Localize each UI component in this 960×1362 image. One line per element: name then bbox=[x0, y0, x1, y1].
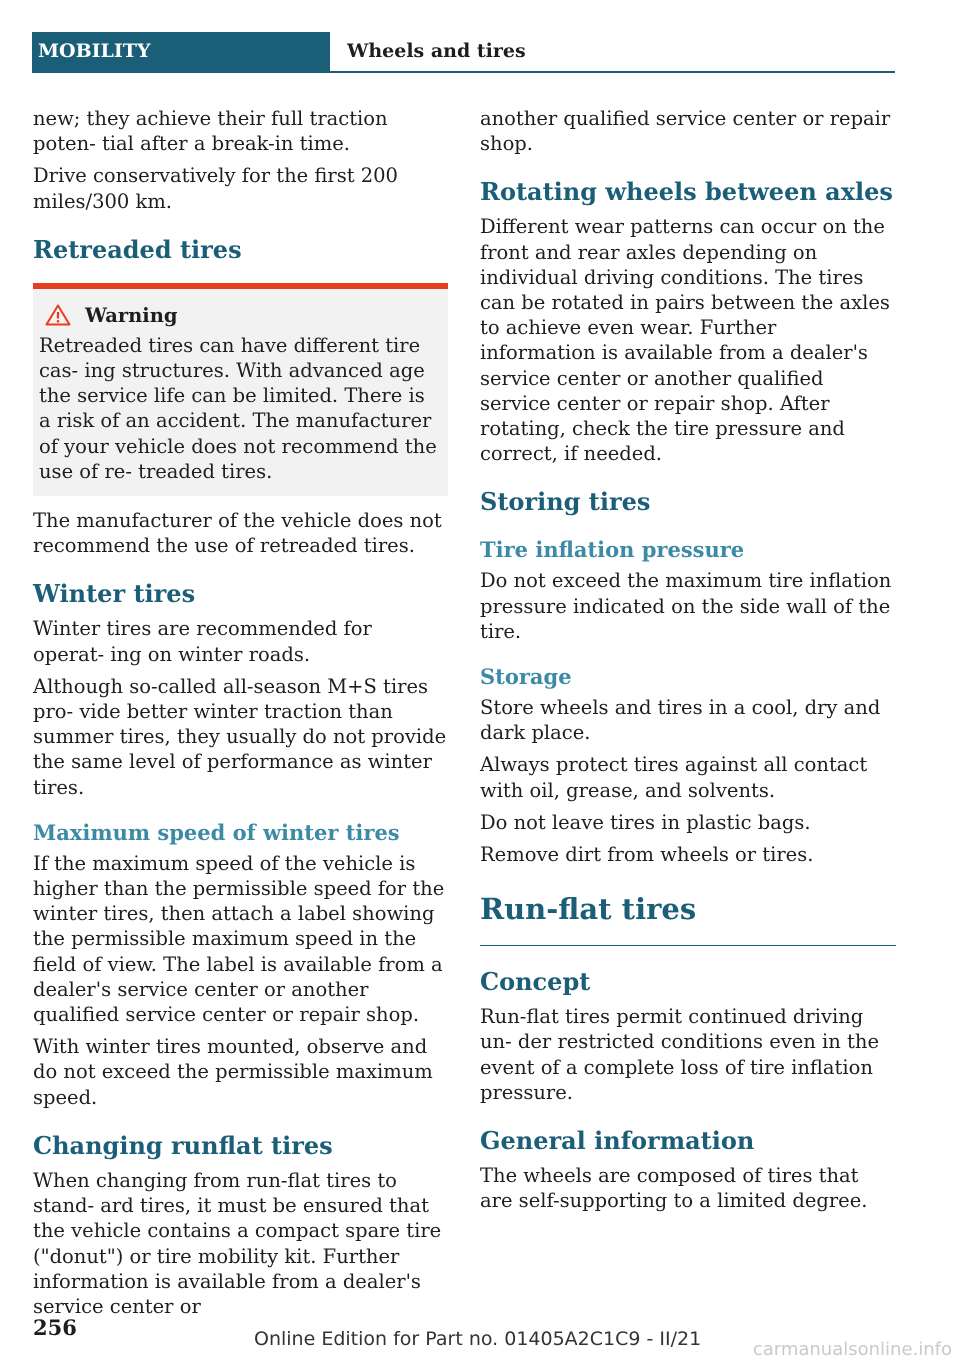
paragraph: Drive conservatively for the first 200 miles/300 km. bbox=[33, 164, 398, 213]
page-number: 256 bbox=[33, 1315, 77, 1340]
paragraph: Do not leave tires in plastic bags. bbox=[480, 810, 811, 834]
warning-triangle-icon bbox=[45, 304, 71, 326]
paragraph: Remove dirt from wheels or tires. bbox=[480, 843, 814, 867]
page-header bbox=[32, 32, 895, 73]
watermark: carmanualsonline.info bbox=[752, 1339, 952, 1360]
paragraph: Store wheels and tires in a cool, dry and dark place. bbox=[480, 696, 881, 745]
heading-storing-tires: Storing tires bbox=[480, 487, 651, 517]
heading-rotating-wheels: Rotating wheels between axles bbox=[480, 177, 893, 207]
paragraph: When changing from run-flat tires to stand‐ ard tires, it must be ensured that the vehicle contains a compact spare tire ("donut") or tire mobility kit. Further information is available from a dealer's service center or bbox=[33, 1168, 442, 1318]
heading-general-information: General information bbox=[480, 1126, 755, 1156]
paragraph: new; they achieve their full traction poten‐ tial after a break-in time. bbox=[33, 107, 388, 156]
paragraph: Different wear patterns can occur on the front and rear axles depending on individual driving conditions. The tires can be rotated in pairs between the axles to achieve even wear. Further information is available from a dealer's service center or another qualified service center or repair shop. After rotating, check the tire pressure and correct, if needed. bbox=[480, 215, 890, 466]
warning-box bbox=[33, 283, 448, 496]
paragraph: Although so-called all-season M+S tires pro‐ vide better winter traction than summer tires, they usually do not provide the same level of performance as winter tires. bbox=[33, 674, 447, 799]
paragraph: The manufacturer of the vehicle does not recommend the use of retreaded tires. bbox=[33, 509, 442, 558]
heading-storage: Storage bbox=[480, 664, 572, 690]
paragraph: If the maximum speed of the vehicle is higher than the permissible speed for the winter tires, then attach a label showing the permissible maximum speed in the field of view. The label is available from a dealer's service center or another qualified service center or repair shop. bbox=[33, 851, 445, 1027]
paragraph: The wheels are composed of tires that are self-supporting to a limited degree. bbox=[480, 1164, 868, 1213]
left-column bbox=[33, 106, 448, 1326]
warning-label: Warning bbox=[85, 303, 178, 327]
warning-text: Retreaded tires can have different tire cas‐ ing structures. With advanced age the service life can be limited. There is a risk of an accident. The manufacturer of your vehicle does not recommend the use of re‐ treaded tires. bbox=[39, 333, 437, 483]
paragraph: Do not exceed the maximum tire inflation pressure indicated on the side wall of the tire. bbox=[480, 569, 892, 643]
right-column bbox=[480, 106, 896, 1220]
edition-footer: Online Edition for Part no. 01405A2C1C9 - II/21 bbox=[254, 1328, 702, 1350]
section-tab: MOBILITY bbox=[32, 32, 330, 71]
heading-run-flat-tires: Run-flat tires bbox=[480, 889, 896, 946]
paragraph: Winter tires are recommended for operat‐ ing on winter roads. bbox=[33, 617, 372, 666]
heading-winter-tires: Winter tires bbox=[33, 579, 196, 609]
paragraph: another qualified service center or repair shop. bbox=[480, 107, 891, 156]
heading-changing-runflat: Changing runflat tires bbox=[33, 1130, 333, 1160]
heading-tire-inflation: Tire inflation pressure bbox=[480, 537, 745, 563]
heading-concept: Concept bbox=[480, 967, 591, 997]
heading-maximum-speed: Maximum speed of winter tires bbox=[33, 819, 400, 845]
paragraph: Always protect tires against all contact with oil, grease, and solvents. bbox=[480, 753, 868, 802]
heading-retreaded-tires: Retreaded tires bbox=[33, 234, 242, 264]
paragraph: With winter tires mounted, observe and do not exceed the permissible maximum speed. bbox=[33, 1035, 433, 1109]
paragraph: Run-flat tires permit continued driving un‐ der restricted conditions even in the event of a complete loss of tire inflation pressure. bbox=[480, 1005, 879, 1104]
chapter-title: Wheels and tires bbox=[347, 40, 526, 62]
